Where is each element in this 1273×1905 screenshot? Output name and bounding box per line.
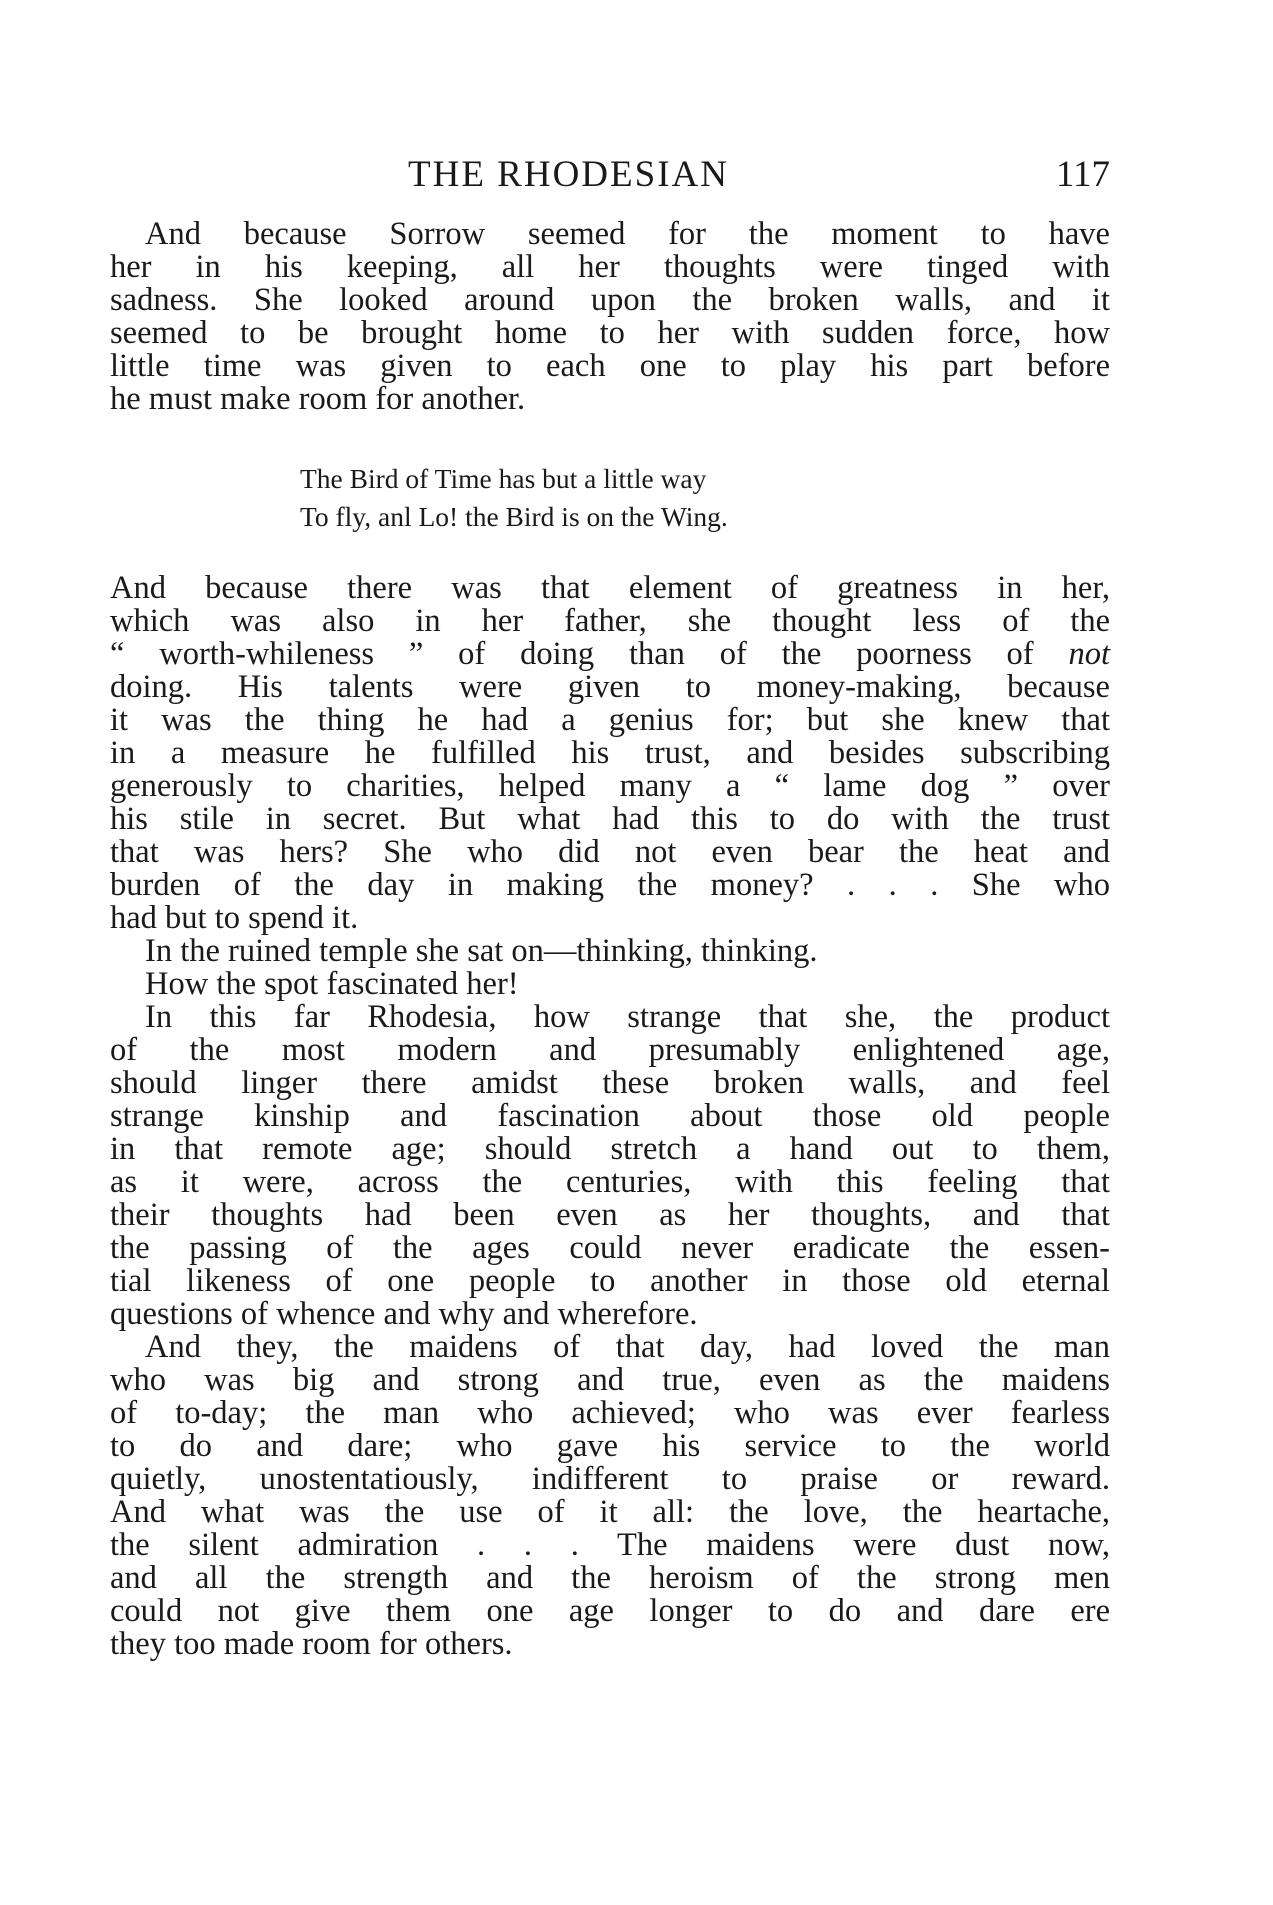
italic-word: not	[1068, 636, 1110, 672]
text-line: In this far Rhodesia, how strange that she, the product	[145, 999, 1110, 1035]
paragraph-sorrow	[110, 218, 1110, 416]
text-line: doing. His talents were given to money-making, because	[110, 669, 1110, 705]
text-line: which was also in her father, she thought less of the	[110, 603, 1110, 639]
text-line: they too made room for others.	[110, 1626, 513, 1662]
text-line: had but to spend it.	[110, 900, 359, 936]
text-line: of the most modern and presumably enlightened age,	[110, 1032, 1110, 1068]
text-line: And what was the use of it all: the love, the heartache,	[110, 1494, 1110, 1530]
text-line: to do and dare; who gave his service to the world	[110, 1428, 1110, 1464]
text-line: in a measure he fulfilled his trust, and besides subscribing	[110, 735, 1110, 771]
text-line: it was the thing he had a genius for; but she knew that	[110, 702, 1110, 738]
text-line: in that remote age; should stretch a hand out to them,	[110, 1131, 1110, 1167]
running-title: THE RHODESIAN	[408, 154, 729, 195]
text-line: their thoughts had been even as her thoughts, and that	[110, 1197, 1110, 1233]
text-line: that was hers? She who did not even bear the heat and	[110, 834, 1110, 870]
text-line: How the spot fascinated her!	[145, 966, 519, 1002]
text-line: quietly, unostentatiously, indifferent to praise or reward.	[110, 1461, 1110, 1497]
text-line: And they, the maidens of that day, had loved the man	[145, 1329, 1110, 1365]
main-text-block	[110, 572, 1110, 1661]
text-line: of to-day; the man who achieved; who was ever fearless	[110, 1395, 1110, 1431]
text-line: the passing of the ages could never eradicate the essen-	[110, 1230, 1110, 1266]
text-line: generously to charities, helped many a “ lame dog ” over	[110, 768, 1110, 804]
text-line: who was big and strong and true, even as the maidens	[110, 1362, 1110, 1398]
text-fragment: “ worth-whileness ” of doing than of the poorness of	[110, 636, 1069, 672]
text-line: the silent admiration . . . The maidens were dust now,	[110, 1527, 1110, 1563]
text-line: And because Sorrow seemed for the moment to have	[145, 216, 1110, 252]
verse-line: To fly, anl Lo! the Bird is on the Wing.	[300, 501, 728, 532]
text-line: could not give them one age longer to do and dare ere	[110, 1593, 1110, 1629]
text-line: seemed to be brought home to her with sudden force, how	[110, 315, 1110, 351]
text-line: And because there was that element of greatness in her,	[110, 570, 1110, 606]
text-line: sadness. She looked around upon the broken walls, and it	[110, 282, 1110, 318]
text-line: should linger there amidst these broken walls, and feel	[110, 1065, 1110, 1101]
text-line: her in his keeping, all her thoughts were tinged with	[110, 249, 1110, 285]
page-header	[110, 150, 1110, 200]
text-line: little time was given to each one to play his part before	[110, 348, 1110, 384]
verse-quotation	[300, 460, 728, 536]
text-line: his stile in secret. But what had this to do with the trust	[110, 801, 1110, 837]
text-line: strange kinship and fascination about those old people	[110, 1098, 1110, 1134]
text-line: tial likeness of one people to another in those old eternal	[110, 1263, 1110, 1299]
verse-line: The Bird of Time has but a little way	[300, 463, 707, 494]
text-line: as it were, across the centuries, with this feeling that	[110, 1164, 1110, 1200]
text-line: he must make room for another.	[110, 381, 526, 417]
text-line: and all the strength and the heroism of the strong men	[110, 1560, 1110, 1596]
text-line: questions of whence and why and wherefore.	[110, 1296, 698, 1332]
text-line: In the ruined temple she sat on—thinking, thinking.	[145, 933, 818, 969]
page-number: 117	[1055, 154, 1110, 195]
text-line-with-italic	[110, 638, 1110, 671]
text-line: burden of the day in making the money? . . . She who	[110, 867, 1110, 903]
